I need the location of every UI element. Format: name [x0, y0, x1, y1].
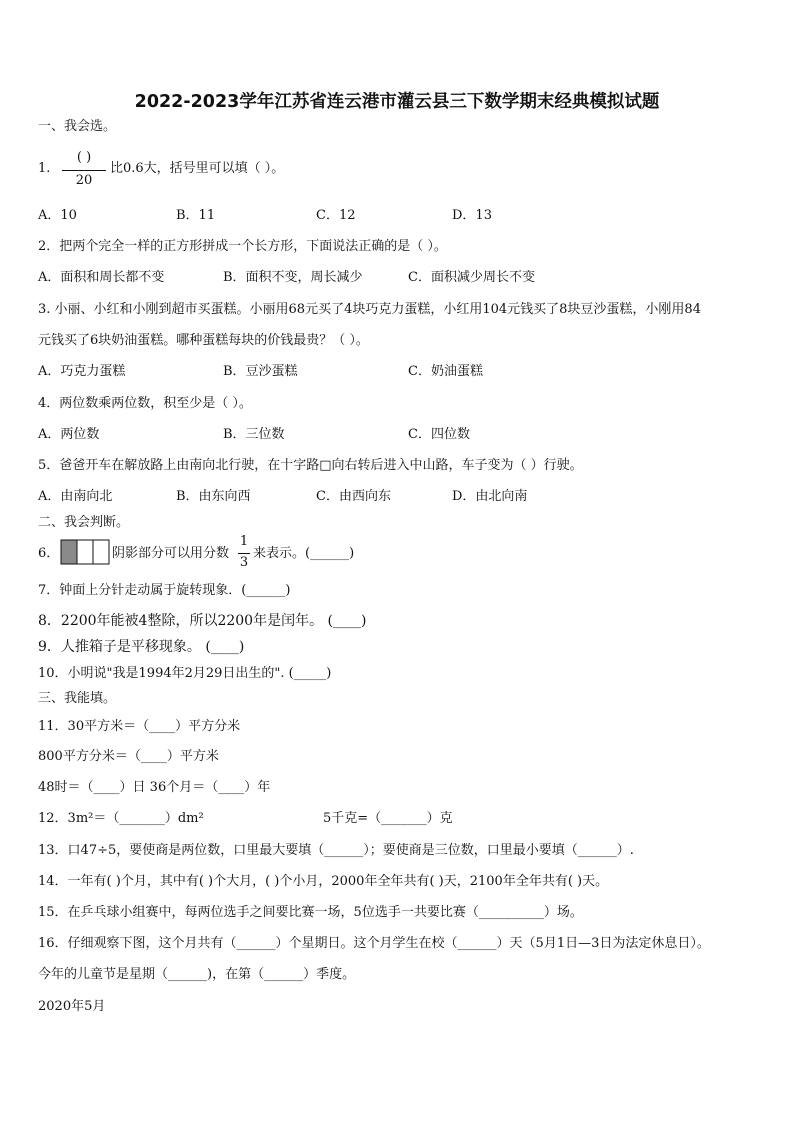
q6-fraction-bar: [238, 553, 250, 554]
q1-number: 1.: [38, 161, 51, 176]
q11-line-2: 800平方分米＝（____）平方米: [38, 749, 219, 764]
q1-option-b: B．11: [176, 208, 216, 223]
q6-text-before: 阴影部分可以用分数: [112, 546, 230, 561]
q4-option-c: C．四位数: [408, 427, 470, 442]
q12-right: 5千克=（_______）克: [323, 811, 453, 826]
q14-text: 14．一年有( )个月，其中有( )个大月，( )个小月，2000年全年共有( )天，2100年全年共有( )天。: [38, 874, 609, 889]
q4-text: 4．两位数乘两位数，积至少是（ ）。: [38, 396, 252, 411]
q4-option-b: B．三位数: [223, 427, 285, 442]
q15-text: 15．在乒乓球小组赛中，每两位选手之间要比赛一场，5位选手一共要比赛（__________）场。: [38, 905, 583, 920]
q1-option-a: A．10: [38, 208, 77, 223]
q16-line-2: 今年的儿童节是星期（______)，在第（______）季度。: [38, 967, 356, 982]
q2-text: 2．把两个完全一样的正方形拼成一个长方形，下面说法正确的是（ ）。: [38, 239, 447, 254]
page-title: 2022-2023学年江苏省连云港市灌云县三下数学期末经典模拟试题: [134, 92, 660, 112]
section-heading-3: 三、我能填。: [38, 691, 117, 706]
q3-option-a: A．巧克力蛋糕: [38, 364, 126, 379]
q1-fraction-bar: [62, 170, 106, 171]
q16-calendar-caption: 2020年5月: [38, 999, 106, 1014]
q9-text: 9．人推箱子是平移现象。 (____): [38, 639, 245, 655]
q5-text: 5．爸爸开车在解放路上由南向北行驶，在十字路□向右转后进入中山路，车子变为（ ）行驶。: [38, 458, 583, 473]
q11-line-1: 11．30平方米＝（____）平方分米: [38, 719, 241, 734]
q1-option-c: C．12: [316, 208, 356, 223]
q12-left: 12．3m²＝（_______）dm²: [38, 811, 204, 826]
q8-text: 8．2200年能被4整除，所以2200年是闰年。 (____): [38, 613, 367, 629]
q3-option-c: C．奶油蛋糕: [408, 364, 483, 379]
q13-text: 13．口47÷5，要使商是两位数，口里最大要填（______）；要使商是三位数，口里最小要填（______）.: [38, 843, 634, 858]
q10-text: 10．小明说"我是1994年2月29日出生的". (_____): [38, 666, 332, 681]
q6-fraction-denominator: 3: [239, 555, 249, 570]
section-heading-1: 一、我会选。: [38, 119, 117, 134]
q5-option-d: D．由北向南: [452, 489, 528, 504]
q1-fraction-denominator: 20: [75, 173, 93, 188]
q6-text-after: 来表示。(______): [253, 546, 355, 561]
shaded-rectangle-figure: [60, 539, 110, 565]
q6-number: 6．: [38, 546, 60, 561]
q5-option-b: B．由东向西: [176, 489, 251, 504]
q2-option-b: B．面积不变，周长减少: [223, 270, 363, 285]
q4-option-a: A．两位数: [38, 427, 100, 442]
q11-line-3: 48时＝（____）日 36个月＝（____）年: [38, 780, 271, 795]
q6-fraction-numerator: 1: [239, 534, 249, 549]
q7-text: 7．钟面上分针走动属于旋转现象．(______): [38, 583, 291, 598]
q1-fraction-numerator: ( ): [76, 150, 92, 165]
q5-option-a: A．由南向北: [38, 489, 113, 504]
q16-line-1: 16．仔细观察下图，这个月共有（______）个星期日。这个月学生在校（______）天（5月1日—3日为法定休息日）。: [38, 936, 710, 951]
q5-option-c: C．由西向东: [316, 489, 391, 504]
q2-option-c: C．面积减少周长不变: [408, 270, 535, 285]
q1-option-d: D．13: [452, 208, 492, 223]
q3-option-b: B．豆沙蛋糕: [223, 364, 298, 379]
q1-text: 比0.6大，括号里可以填（ ）。: [110, 161, 285, 176]
section-heading-2: 二、我会判断。: [38, 515, 130, 530]
q2-option-a: A．面积和周长都不变: [38, 270, 165, 285]
q3-text-line-2: 元钱买了6块奶油蛋糕。哪种蛋糕每块的价钱最贵？（ ）。: [38, 333, 369, 348]
q3-text-line-1: 3. 小丽、小红和小刚到超市买蛋糕。小丽用68元买了4块巧克力蛋糕，小红用104元钱买了8块豆沙蛋糕，小刚用84: [38, 302, 701, 317]
